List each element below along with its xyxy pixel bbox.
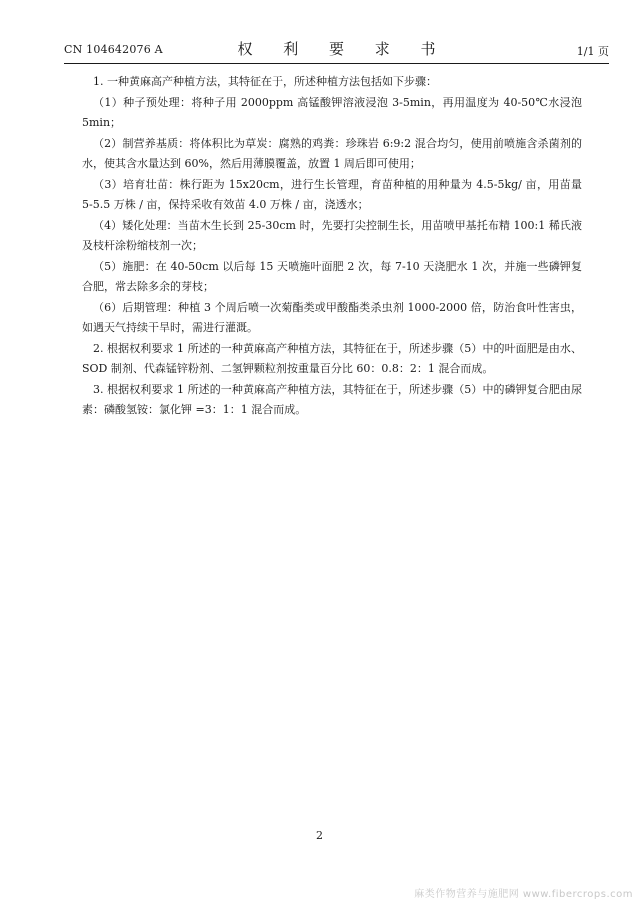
page-number: 2 <box>316 829 323 842</box>
claim-1-step-4: （4）矮化处理：当苗木生长到 25-30cm 时，先要打尖控制生长，用苗喷甲基托布精 100:1 稀氏液及枝杆涂粉缩枝剂一次； <box>82 218 582 252</box>
watermark: 麻类作物营养与施肥网 www.fibercrops.com <box>414 889 633 900</box>
claim-1-step-2: （2）制营养基质：将体积比为草炭：腐熟的鸡粪：珍珠岩 6:9:2 混合均匀，使用前喷施含杀菌剂的水，使其含水量达到 60%，然后用薄膜覆盖，放置 1 周后即可使用； <box>82 136 582 170</box>
claim-2: 2. 根据权利要求 1 所述的一种黄麻高产种植方法，其特征在于，所述步骤（5）中的叶面肥是由水、SOD 制剂、代森锰锌粉剂、二氢钾颗粒剂按重量百分比 60：0.8：2：1 混合而成。 <box>82 341 582 375</box>
claims-body <box>82 72 582 421</box>
page-count: 1/1 页 <box>576 45 609 58</box>
header-rule <box>64 63 609 64</box>
document-title: 权 利 要 求 书 <box>237 40 449 58</box>
claim-1-step-6: （6）后期管理：种植 3 个周后喷一次菊酯类或甲酸酯类杀虫剂 1000-2000 倍，防治食叶性害虫，如遇天气持续干旱时，需进行灌溉。 <box>82 300 582 334</box>
claim-1-step-5: （5）施肥：在 40-50cm 以后每 15 天喷施叶面肥 2 次，每 7-10 天浇肥水 1 次，并施一些磷钾复合肥，常去除多余的芽枝； <box>82 259 582 293</box>
claim-1-step-1: （1）种子预处理：将种子用 2000ppm 高锰酸钾溶液浸泡 3-5min，再用温度为 40-50℃水浸泡 5min； <box>82 95 582 129</box>
document-number: CN 104642076 A <box>64 43 163 56</box>
page-header <box>64 38 609 60</box>
claim-1-step-3: （3）培育壮苗：株行距为 15x20cm，进行生长管理，育苗种植的用种量为 4.5-5kg/ 亩，用苗量 5-5.5 万株 / 亩，保持采收有效苗 4.0 万株 / 亩，浇透水； <box>82 177 582 211</box>
claim-3: 3. 根据权利要求 1 所述的一种黄麻高产种植方法，其特征在于，所述步骤（5）中的磷钾复合肥由尿素：磷酸氢铵：氯化钾 =3：1：1 混合而成。 <box>82 382 582 416</box>
claim-1-intro: 1. 一种黄麻高产种植方法，其特征在于，所述种植方法包括如下步骤： <box>93 75 437 88</box>
